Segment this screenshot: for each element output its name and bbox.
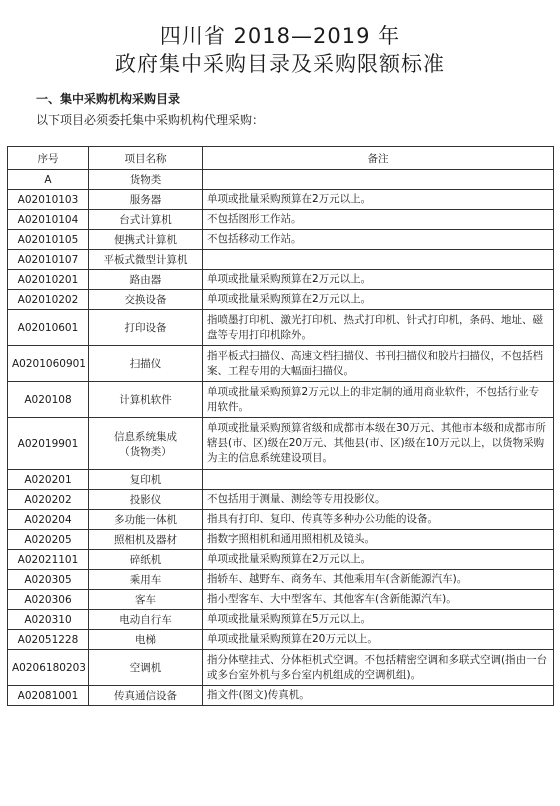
row-code: A02010103 [8,190,89,210]
row-name: 乘用车 [89,570,203,590]
row-code: A [8,170,89,190]
row-code: A020202 [8,490,89,510]
row-note: 指轿车、越野车、商务车、其他乘用车(含新能源汽车)。 [203,570,554,590]
row-name: 空调机 [89,650,203,686]
section-heading: 一、集中采购机构采购目录 [36,92,181,106]
row-note: 单项或批量采购预算省级和成都市本级在30万元、其他市本级和成都市所辖县(市、区)级在20万元、其他县(市、区)级在10万元以上，以货物采购为主的信息系统建设项目。 [203,418,554,470]
row-note: 指喷墨打印机、激光打印机、热式打印机、针式打印机，条码、地址、磁盘等专用打印机除外。 [203,310,554,346]
table-row [8,290,554,310]
row-name: 投影仪 [89,490,203,510]
row-name: 照相机及器材 [89,530,203,550]
row-name: 台式计算机 [89,210,203,230]
row-note: 不包括图形工作站。 [203,210,554,230]
row-name: 打印设备 [89,310,203,346]
table-row [8,610,554,630]
table-row [8,346,554,382]
row-code: A02010201 [8,270,89,290]
row-name: 电动自行车 [89,610,203,630]
row-note: 单项或批量采购预算在2万元以上。 [203,290,554,310]
row-name: 碎纸机 [89,550,203,570]
row-note: 单项或批量采购预算在2万元以上。 [203,190,554,210]
row-note: 单项或批量采购预算在2万元以上。 [203,270,554,290]
intro-text: 以下项目必须委托集中采购机构代理采购： [36,113,265,127]
row-note: 不包括移动工作站。 [203,230,554,250]
row-name: 路由器 [89,270,203,290]
row-code: A0206180203 [8,650,89,686]
table-row [8,250,554,270]
row-note: 指文件(图文)传真机。 [203,686,554,706]
header-code: 序号 [8,147,89,170]
table-row [8,170,554,190]
row-note [203,250,554,270]
row-code: A02010202 [8,290,89,310]
row-note: 指数字照相机和通用照相机及镜头。 [203,530,554,550]
table-row [8,550,554,570]
table-row [8,630,554,650]
row-code: A020108 [8,382,89,418]
row-code: A02010104 [8,210,89,230]
row-code: A02010105 [8,230,89,250]
row-code: A02010601 [8,310,89,346]
table-row [8,470,554,490]
row-code: A0201060901 [8,346,89,382]
row-name: 交换设备 [89,290,203,310]
document-title [0,22,560,78]
table-row [8,310,554,346]
row-name: 平板式微型计算机 [89,250,203,270]
table-row [8,210,554,230]
row-code: A02081001 [8,686,89,706]
title-line-2: 政府集中采购目录及采购限额标准 [115,52,445,76]
table-row [8,530,554,550]
row-code: A020306 [8,590,89,610]
row-code: A020204 [8,510,89,530]
table-row [8,190,554,210]
table-row [8,270,554,290]
row-note [203,470,554,490]
table-row [8,650,554,686]
table-row [8,590,554,610]
row-name: 计算机软件 [89,382,203,418]
row-name: 货物类 [89,170,203,190]
table-header-row [8,147,554,170]
row-name: 客车 [89,590,203,610]
row-code: A020305 [8,570,89,590]
row-note: 单项或批量采购预算2万元以上的非定制的通用商业软件，不包括行业专用软件。 [203,382,554,418]
row-code: A020205 [8,530,89,550]
table-row [8,418,554,470]
row-note: 单项或批量采购预算在20万元以上。 [203,630,554,650]
row-note: 指具有打印、复印、传真等多种办公功能的设备。 [203,510,554,530]
table-row [8,490,554,510]
row-note: 单项或批量采购预算在2万元以上。 [203,550,554,570]
table-row [8,382,554,418]
row-note: 单项或批量采购预算在5万元以上。 [203,610,554,630]
table-row [8,230,554,250]
header-note: 备注 [203,147,554,170]
row-name: 扫描仪 [89,346,203,382]
row-note: 指分体壁挂式、分体柜机式空调。不包括精密空调和多联式空调(指由一台或多台室外机与多台室内机组成的空调机组)。 [203,650,554,686]
row-code: A020310 [8,610,89,630]
row-code: A02021101 [8,550,89,570]
row-name: 服务器 [89,190,203,210]
row-note [203,170,554,190]
row-note: 指小型客车、大中型客车、其他客车(含新能源汽车)。 [203,590,554,610]
row-code: A02019901 [8,418,89,470]
row-note: 不包括用于测量、测绘等专用投影仪。 [203,490,554,510]
row-name: 电梯 [89,630,203,650]
row-code: A02051228 [8,630,89,650]
row-note: 指平板式扫描仪、高速文档扫描仪、书刊扫描仪和胶片扫描仪，不包括档案、工程专用的大幅面扫描仪。 [203,346,554,382]
row-name: 信息系统集成 （货物类） [89,418,203,470]
row-name: 传真通信设备 [89,686,203,706]
table-row [8,510,554,530]
row-name: 多功能一体机 [89,510,203,530]
table-row [8,570,554,590]
title-line-1: 四川省 2018—2019 年 [159,24,401,48]
row-code: A02010107 [8,250,89,270]
row-name: 复印机 [89,470,203,490]
table-row [8,686,554,706]
header-name: 项目名称 [89,147,203,170]
procurement-catalog-table [7,146,554,706]
row-name: 便携式计算机 [89,230,203,250]
row-code: A020201 [8,470,89,490]
